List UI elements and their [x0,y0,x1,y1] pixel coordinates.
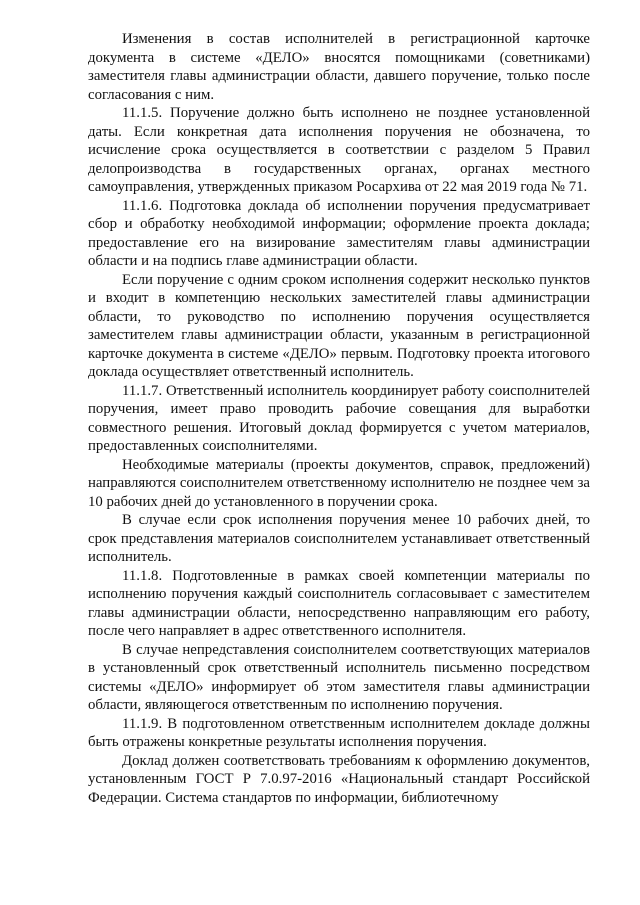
paragraph-11-1-6: 11.1.6. Подготовка доклада об исполнении поручения предусматривает сбор и обработку необходимой информации; оформление проекта доклада; предоставление его на визирование заместителям главы администрации области и на подпись главе администрации области. [88,197,590,269]
paragraph-short-deadline: В случае если срок исполнения поручения менее 10 рабочих дней, то срок представления материалов соисполнителем устанавливает ответственный исполнитель. [88,512,590,565]
paragraph-multiple-deputies: Если поручение с одним сроком исполнения содержит несколько пунктов и входит в компетенцию нескольких заместителей главы администрации области, то руководство по исполнению поручения осуществляется заместителем главы администрации области, указанным в регистрационной карточке документа в системе «ДЕЛО» первым. Подготовку проекта итогового доклада осуществляет ответственный исполнитель. [88,271,590,380]
paragraph-11-1-9: 11.1.9. В подготовленном ответственным исполнителем докладе должны быть отражены конкретные результаты исполнения поручения. [88,715,590,750]
paragraph-11-1-5: 11.1.5. Поручение должно быть исполнено не позднее установленной даты. Если конкретная дата исполнения поручения не обозначена, то исчисление срока осуществляется в соответствии с разделом 5 Правил делопроизводства в государственных органах, органах местного самоуправления, утвержденных приказом Росархива от 22 мая 2019 года № 71. [88,105,590,195]
paragraph-gost-requirements: Доклад должен соответствовать требованиям к оформлению документов, установленным ГОСТ Р 7.0.97-2016 «Национальный стандарт Российской Федерации. Система стандартов по информации, библиотечному [88,752,590,806]
paragraph-non-submission: В случае непредставления соисполнителем соответствующих материалов в установленный срок ответственный исполнитель письменно посредством системы «ДЕЛО» информирует об этом заместителя главы администрации области, являющегося ответственным по исполнению поручения. [88,641,590,713]
paragraph-11-1-8: 11.1.8. Подготовленные в рамках своей компетенции материалы по исполнению поручения каждый соисполнитель согласовывает с заместителем главы администрации области, непосредственно направляющим его работу, после чего направляет в адрес ответственного исполнителя. [88,567,590,639]
paragraph-materials-deadline: Необходимые материалы (проекты документов, справок, предложений) направляются соисполнителем ответственному исполнителю не позднее чем за 10 рабочих дней до установленного в поручении срока. [88,456,590,510]
paragraph-changes-executors: Изменения в состав исполнителей в регистрационной карточке документа в системе «ДЕЛО» вносятся помощниками (советниками) заместителя главы администрации области, давшего поручение, только после согласования с ним. [88,31,590,103]
paragraph-11-1-7: 11.1.7. Ответственный исполнитель координирует работу соисполнителей поручения, имеет право проводить рабочие совещания для выработки совместного решения. Итоговый доклад формируется с учетом материалов, предоставленных соисполнителями. [88,382,590,454]
